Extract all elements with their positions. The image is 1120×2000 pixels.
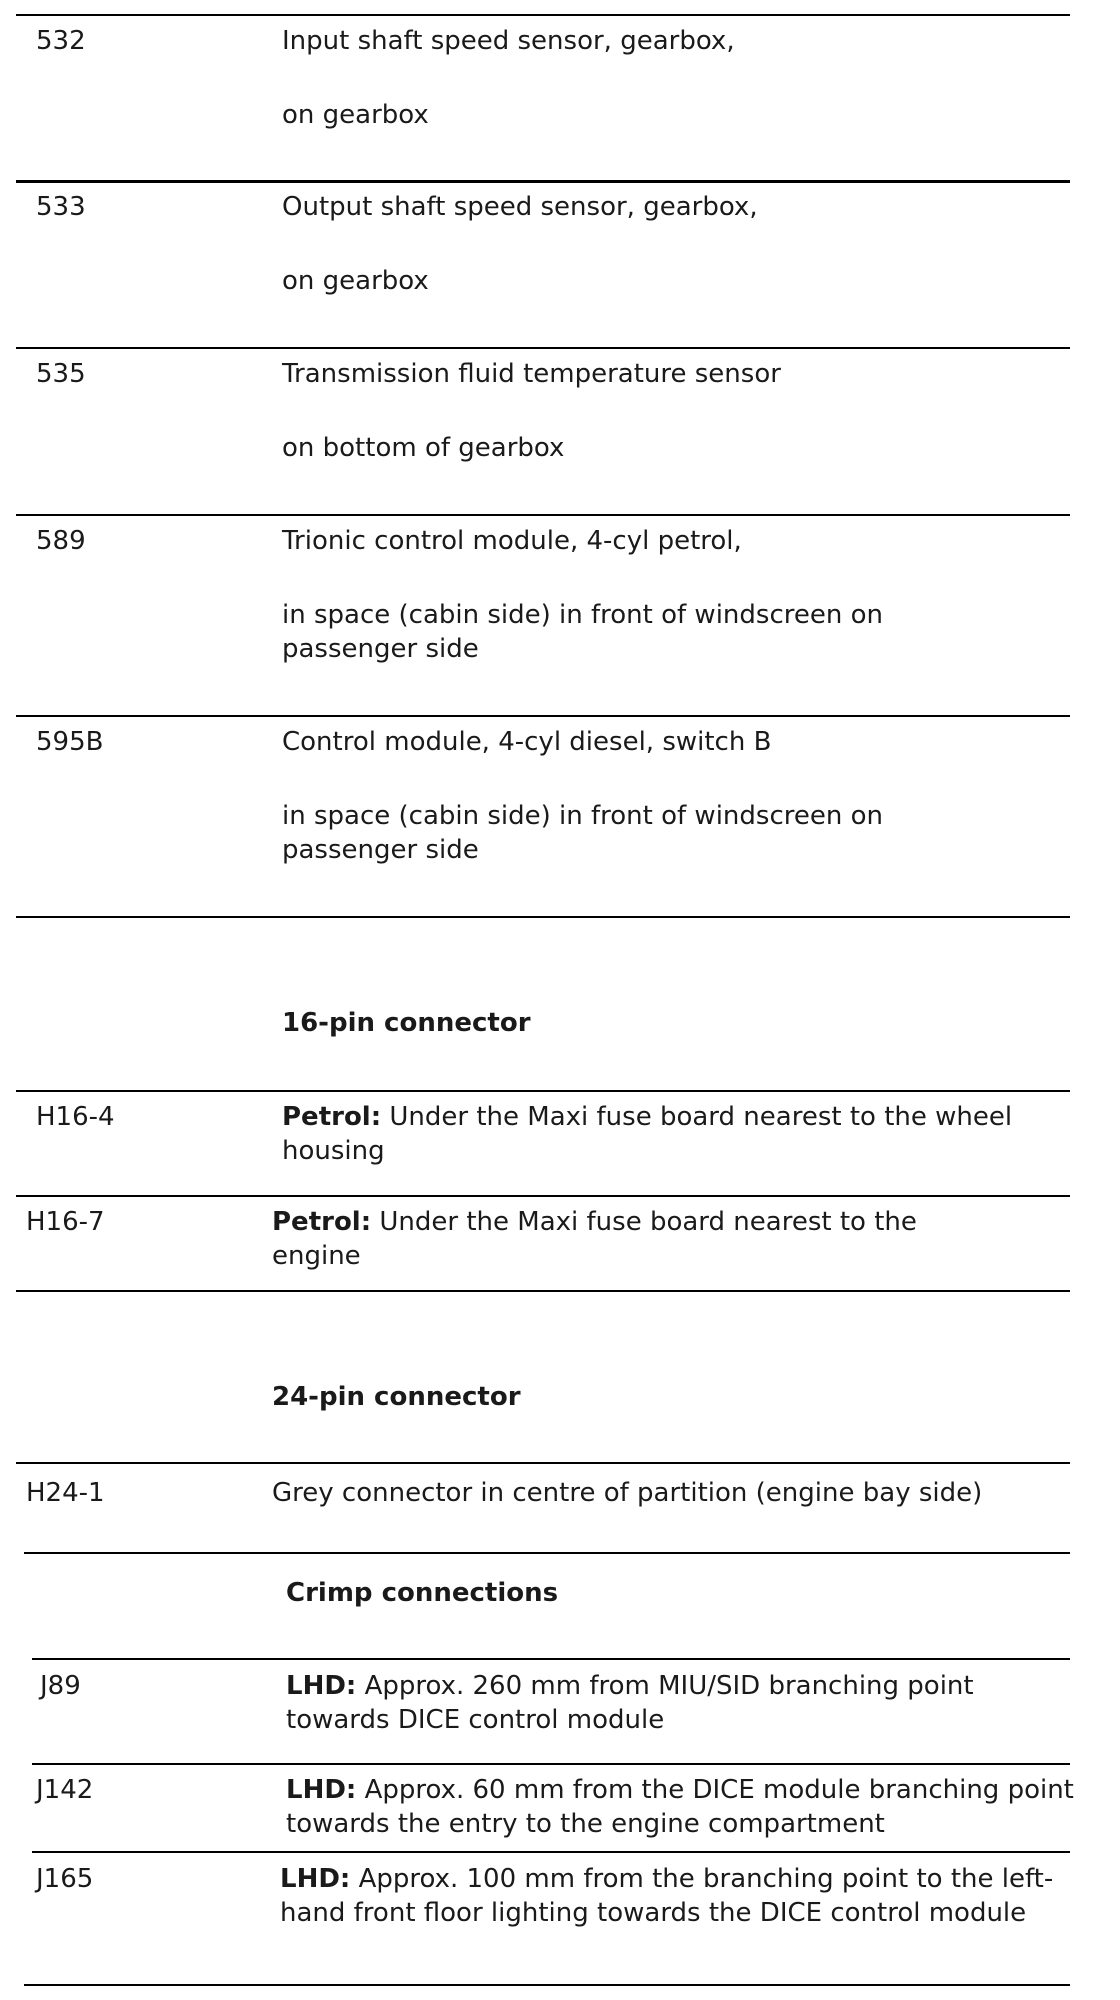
component-location: on gearbox xyxy=(282,266,429,296)
crimp-location xyxy=(280,1862,1060,1930)
connector-code: H16-4 xyxy=(36,1102,115,1132)
connector-location: Grey connector in centre of partition (engine bay side) xyxy=(272,1478,983,1508)
component-location: on bottom of gearbox xyxy=(282,433,565,463)
component-name: Output shaft speed sensor, gearbox, xyxy=(282,192,758,222)
location-text: Approx. 60 mm from the DICE module branching point towards the entry to the engine compartment xyxy=(286,1775,1074,1839)
variant-label: LHD: xyxy=(286,1775,357,1805)
crimp-code: J165 xyxy=(36,1864,94,1894)
row-divider xyxy=(16,180,1070,183)
connector-code: H24-1 xyxy=(26,1478,105,1508)
component-name: Control module, 4-cyl diesel, switch B xyxy=(282,727,772,757)
component-code: 535 xyxy=(36,359,86,389)
row-divider xyxy=(16,514,1070,516)
location-text: Under the Maxi fuse board nearest to the wheel housing xyxy=(282,1102,1013,1166)
location-text: Approx. 260 mm from MIU/SID branching point towards DICE control module xyxy=(286,1671,974,1735)
row-divider xyxy=(32,1851,1070,1853)
variant-label: Petrol: xyxy=(272,1207,372,1237)
row-divider xyxy=(16,347,1070,349)
section-divider xyxy=(24,1552,1070,1554)
section-divider xyxy=(16,916,1070,918)
row-divider xyxy=(16,14,1070,16)
location-text: Approx. 100 mm from the branching point to the left-hand front floor lighting towards the DICE control module xyxy=(280,1864,1054,1928)
connector-location xyxy=(272,1205,1012,1273)
component-code: 589 xyxy=(36,526,86,556)
section-heading-24pin: 24-pin connector xyxy=(272,1382,521,1412)
variant-label: Petrol: xyxy=(282,1102,382,1132)
crimp-location xyxy=(286,1773,1076,1841)
component-location: in space (cabin side) in front of windscreen on passenger side xyxy=(282,600,883,664)
section-divider xyxy=(16,1290,1070,1292)
row-divider xyxy=(16,1462,1070,1464)
component-location: on gearbox xyxy=(282,100,429,130)
crimp-code: J89 xyxy=(40,1671,81,1701)
component-location: in space (cabin side) in front of windscreen on passenger side xyxy=(282,801,883,865)
section-heading-crimp: Crimp connections xyxy=(286,1578,559,1608)
row-divider xyxy=(32,1658,1070,1660)
row-divider xyxy=(16,715,1070,717)
section-divider xyxy=(24,1984,1070,1986)
component-code: 595B xyxy=(36,727,104,757)
crimp-location xyxy=(286,1669,1066,1737)
location-text: Under the Maxi fuse board nearest to the engine xyxy=(272,1207,917,1271)
row-divider xyxy=(16,1195,1070,1197)
component-name: Input shaft speed sensor, gearbox, xyxy=(282,26,735,56)
connector-location xyxy=(282,1100,1072,1168)
section-heading-16pin: 16-pin connector xyxy=(282,1008,531,1038)
connector-code: H16-7 xyxy=(26,1207,105,1237)
component-name: Transmission fluid temperature sensor xyxy=(282,359,781,389)
crimp-code: J142 xyxy=(36,1775,94,1805)
component-code: 533 xyxy=(36,192,86,222)
component-name: Trionic control module, 4-cyl petrol, xyxy=(282,526,742,556)
variant-label: LHD: xyxy=(286,1671,357,1701)
row-divider xyxy=(16,1090,1070,1092)
variant-label: LHD: xyxy=(280,1864,351,1894)
component-code: 532 xyxy=(36,26,86,56)
row-divider xyxy=(32,1763,1070,1765)
